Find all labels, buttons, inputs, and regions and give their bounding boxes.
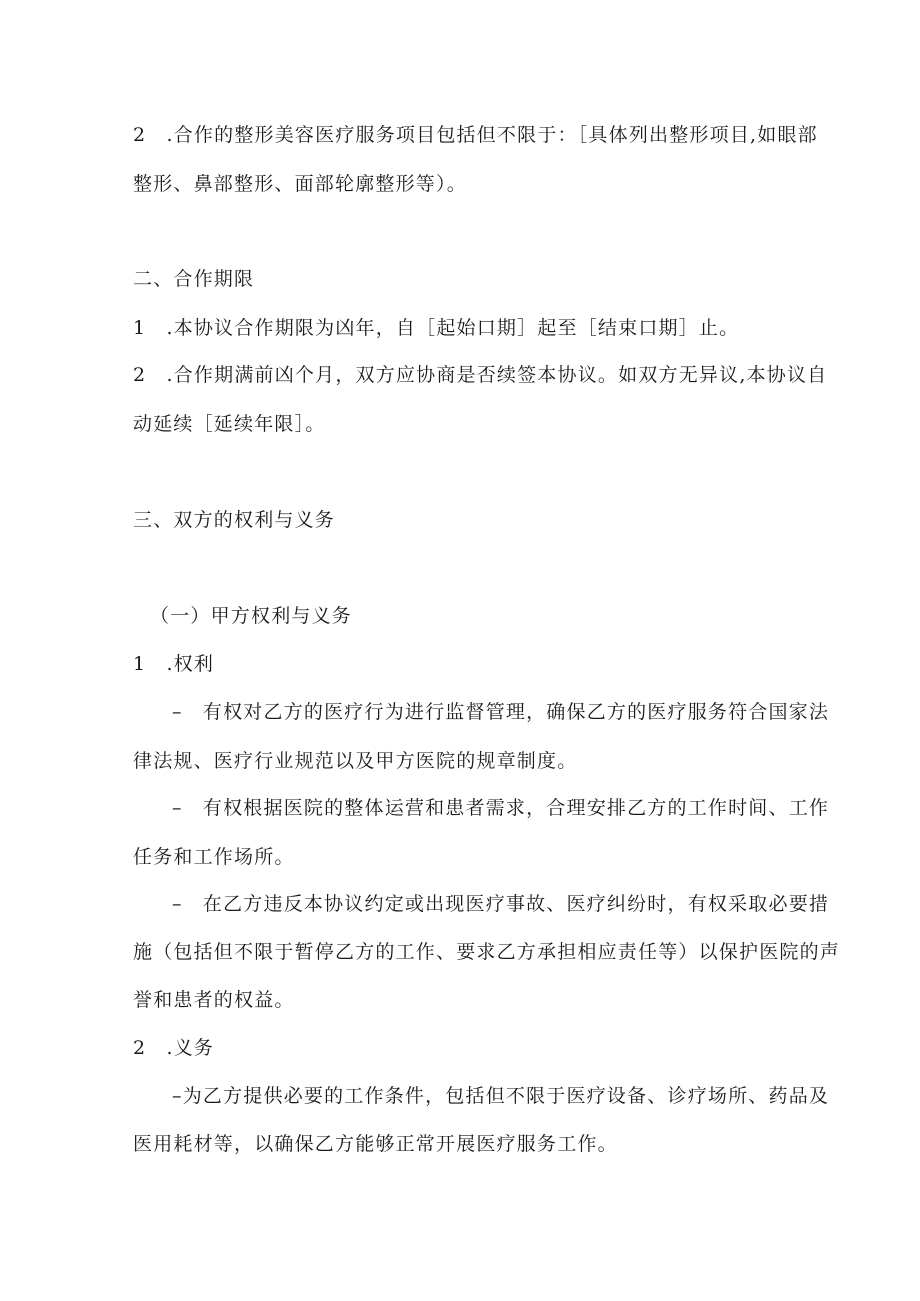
item-2-project-scope: 2 .合作的整形美容医疗服务项目包括但不限于：［具体列出整形项目,如眼部 — [133, 124, 818, 146]
right-3-cont-2: 誉和患者的权益。 — [133, 989, 295, 1011]
section-2-heading: 二、合作期限 — [133, 268, 255, 290]
item-2-project-scope-cont: 整形、鼻部整形、面部轮廓整形等）。 — [133, 173, 467, 195]
right-1-cont: 律法规、医疗行业规范以及甲方医院的规章制度。 — [133, 750, 578, 772]
term-item-2-cont: 动延续［延续年限］。 — [133, 413, 326, 435]
term-item-1: 1 .本协议合作期限为凶年，自［起始口期］起至［结束口期］止。 — [133, 317, 740, 339]
section-3-heading: 三、双方的权利与义务 — [133, 509, 336, 531]
right-3-cont-1: 施（包括但不限于暂停乙方的工作、要求乙方承担相应责任等）以保护医院的声 — [133, 941, 841, 963]
right-2-cont: 任务和工作场所。 — [133, 846, 295, 868]
right-3: – 在乙方违反本协议约定或出现医疗事故、医疗纠纷时，有权采取必要措 — [172, 893, 830, 915]
right-1: – 有权对乙方的医疗行为进行监督管理，确保乙方的医疗服务符合国家法 — [172, 701, 830, 723]
right-2: – 有权根据医院的整体运营和患者需求，合理安排乙方的工作时间、工作 — [172, 797, 830, 819]
rights-heading: 1 .权利 — [133, 653, 215, 675]
duties-heading: 2 .义务 — [133, 1037, 215, 1059]
subsection-party-a-heading: （一）甲方权利与义务 — [150, 605, 353, 627]
duty-1: –为乙方提供必要的工作条件，包括但不限于医疗设备、诊疗场所、药品及 — [172, 1085, 830, 1107]
duty-1-cont: 医用耗材等，以确保乙方能够正常开展医疗服务工作。 — [133, 1133, 618, 1155]
term-item-2: 2 .合作期满前凶个月，双方应协商是否续签本协议。如双方无异议,本协议自 — [133, 364, 828, 386]
